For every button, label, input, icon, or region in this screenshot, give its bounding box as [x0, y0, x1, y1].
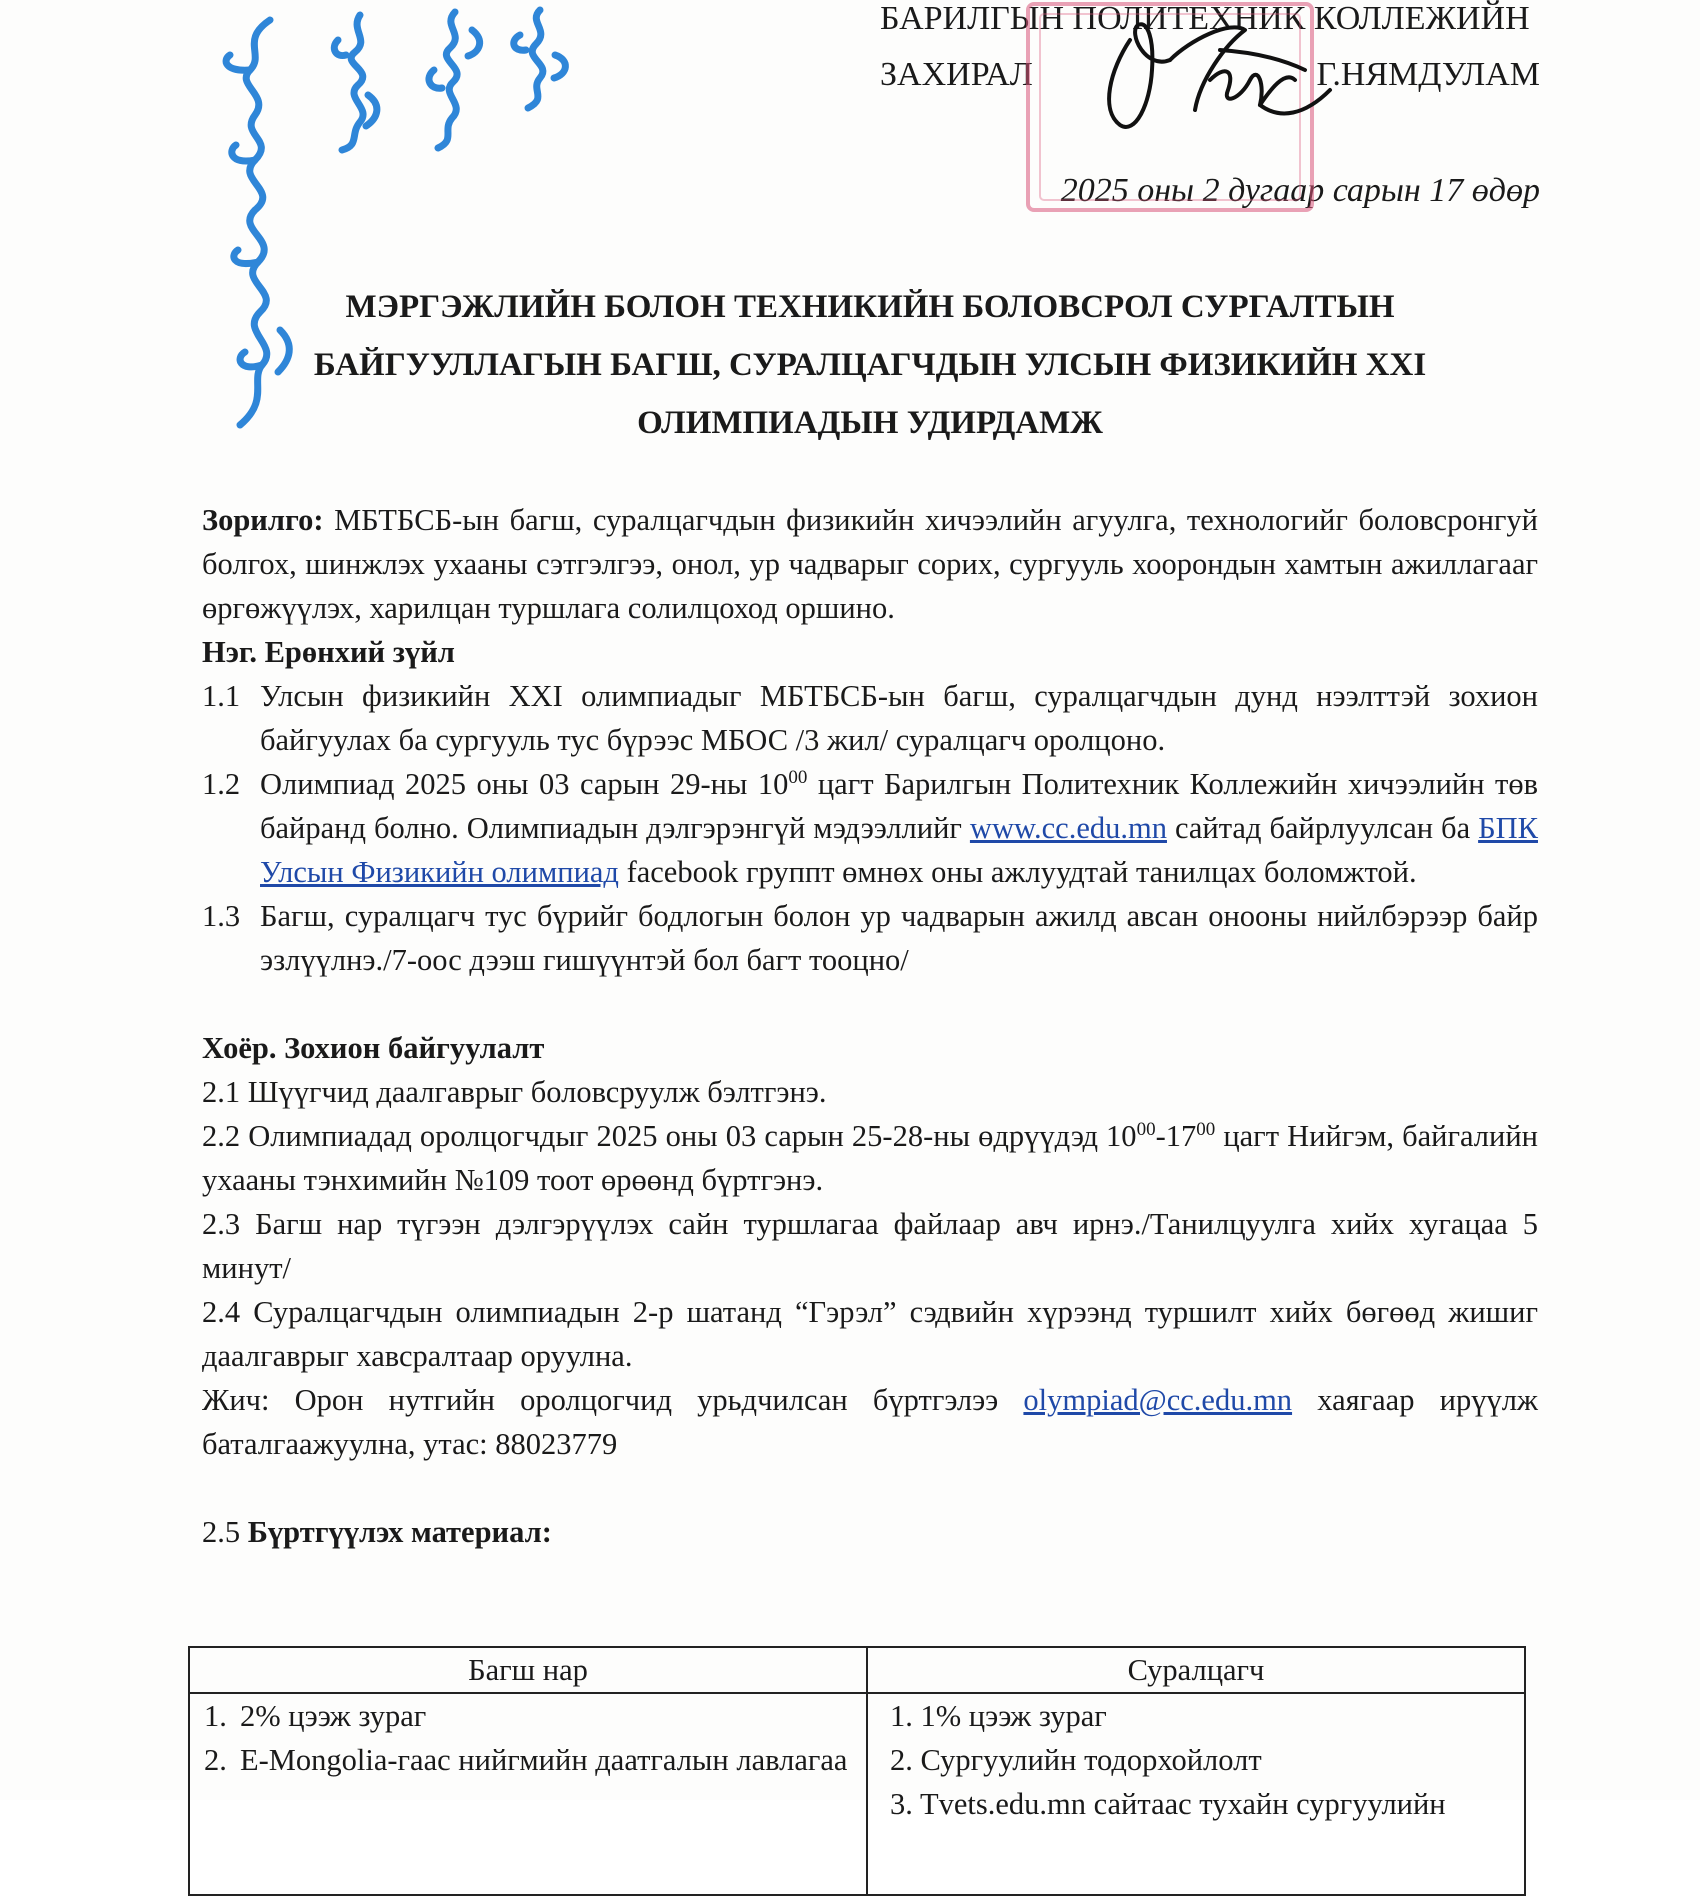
item-text: Улсын физикийн XXI олимпиадыг МБТБСБ-ын багш, суралцагчдын дунд нээлттэй зохион байгуулах ба сургууль тус бүрээс МБОС /3 жил/ суралцагч оролцоно. — [260, 679, 1538, 757]
goal-label: Зорилго: — [202, 503, 324, 537]
section-2-heading: Хоёр. Зохион байгуулалт — [202, 1031, 545, 1065]
students-cell — [867, 1693, 1525, 1895]
paragraph-number: 2.5 — [202, 1515, 248, 1549]
spacer — [202, 982, 1538, 1026]
teachers-cell — [189, 1693, 867, 1895]
signature-mark — [1090, 10, 1340, 140]
list-item: 2. Сургуулийн тодорхойлолт — [890, 1743, 1262, 1777]
facebook-group-link[interactable]: БПК Улсын Физикийн олимпиад — [260, 811, 1538, 889]
website-link[interactable]: www.cc.edu.mn — [969, 811, 1167, 845]
section-1-heading: Нэг. Ерөнхий зүйл — [202, 635, 455, 669]
title-line-3: ОЛИМПИАДЫН УДИРДАМЖ — [637, 405, 1103, 441]
paragraph-2-1: 2.1 Шүүгчид даалгаврыг боловсруулж бэлтгэнэ. — [202, 1075, 827, 1109]
approval-role: ЗАХИРАЛ — [880, 56, 1033, 93]
materials-label: Бүртгүүлэх материал: — [247, 1515, 552, 1549]
paragraph-2-5 — [202, 1510, 1538, 1554]
document-body — [202, 498, 1538, 1554]
note-paragraph — [202, 1378, 1538, 1466]
item-number: 1.3 — [202, 899, 241, 933]
registration-materials-table — [188, 1646, 1526, 1896]
paragraph-2-2 — [202, 1114, 1538, 1202]
spacer — [202, 1466, 1538, 1510]
item-number: 1.2 — [202, 767, 241, 801]
time-superscript: 00 — [1196, 1118, 1216, 1140]
approval-name: Г.НЯМДУЛАМ — [1316, 56, 1540, 93]
goal-text: МБТБСБ-ын багш, суралцагчдын физикийн хичээлийн агуулга, технологийг боловсронгуй болгох, шинжлэх ухааны сэтгэлгээ, онол, ур чадварыг сорих, сургууль хоорондын хамтын ажиллагааг өргөжүүлэх, харилцан туршлага солилцоход оршино. — [202, 503, 1538, 625]
paragraph-2-4: 2.4 Суралцагчдын олимпиадын 2-р шатанд “Гэрэл” сэдвийн хүрээнд туршилт хийх бөгөөд жишиг даалгаврыг хавсралтаар оруулна. — [202, 1295, 1538, 1373]
list-item-1-1 — [202, 674, 1538, 762]
table-row — [189, 1693, 1525, 1895]
list-text: E-Mongolia-гаас нийгмийн даатгалын лавлагаа — [240, 1743, 848, 1777]
item-number: 1.1 — [202, 679, 241, 713]
item-text: Олимпиад 2025 оны 03 сарын 29-ны 10 — [260, 767, 789, 801]
title-line-2: БАЙГУУЛЛАГЫН БАГШ, СУРАЛЦАГЧДЫН УЛСЫН ФИЗИКИЙН XXI — [313, 347, 1427, 383]
item-text: facebook группт өмнөх оны ажлуудтай танилцах боломжтой. — [618, 855, 1417, 889]
paragraph-text: цагт Нийгэм, байгалийн ухааны тэнхимийн №109 тоот өрөөнд бүртгэнэ. — [202, 1119, 1538, 1197]
paragraph-2-3: 2.3 Багш нар түгээн дэлгэрүүлэх сайн туршлагаа файлаар авч ирнэ./Танилцуулга хийх хугацаа 5 минут/ — [202, 1207, 1538, 1285]
list-item-1-3 — [202, 894, 1538, 982]
item-text: сайтад байрлуулсан ба — [1166, 811, 1479, 845]
title-line-1: МЭРГЭЖЛИЙН БОЛОН ТЕХНИКИЙН БОЛОВСРОЛ СУРГАЛТЫН — [345, 289, 1395, 325]
list-number: 2. — [204, 1743, 227, 1777]
note-text: хаягаар ирүүлж баталгаажуулна, утас: 88023779 — [202, 1383, 1538, 1461]
list-number: 1. — [204, 1699, 227, 1733]
approval-date: 2025 оны 2 дугаар сарын 17 өдөр — [1060, 172, 1540, 209]
paragraph-text: -17 — [1155, 1119, 1197, 1153]
note-text: Жич: Орон нутгийн оролцогчид урьдчилсан бүртгэлээ — [202, 1383, 1024, 1417]
table-header-row — [189, 1647, 1525, 1693]
goal-paragraph — [202, 498, 1538, 630]
list-item: 1. 1% цээж зураг — [890, 1699, 1107, 1733]
time-superscript: 00 — [788, 766, 808, 788]
list-item — [196, 1694, 860, 1738]
table-header-students: Суралцагч — [867, 1647, 1525, 1693]
list-item: 3. Tvets.edu.mn сайтаас тухайн сургуулийн — [890, 1787, 1446, 1821]
item-text: Багш, суралцагч тус бүрийг бодлогын болон ур чадварын ажилд авсан онооны нийлбэрээр байр эзлүүлнэ./7-оос дээш гишүүнтэй бол багт тооцно/ — [260, 899, 1538, 977]
table-header-teachers: Багш нар — [189, 1647, 867, 1693]
email-link[interactable]: olympiad@cc.edu.mn — [1023, 1383, 1293, 1417]
paragraph-text: 2.2 Олимпиадад оролцогчдыг 2025 оны 03 сарын 25-28-ны өдрүүдэд 10 — [202, 1119, 1137, 1153]
list-text: 2% цээж зураг — [240, 1699, 427, 1733]
list-item — [196, 1738, 860, 1782]
document-title — [260, 278, 1480, 452]
approval-organization: БАРИЛГЫН ПОЛИТЕХНИК КОЛЛЕЖИЙН — [880, 0, 1530, 37]
time-superscript: 00 — [1136, 1118, 1156, 1140]
item-text: цагт Барилгын Политехник Коллежийн хичээлийн төв байранд болно. Олимпиадын дэлгэрэнгүй мэдээллийг — [260, 767, 1538, 845]
list-item-1-2 — [202, 762, 1538, 894]
